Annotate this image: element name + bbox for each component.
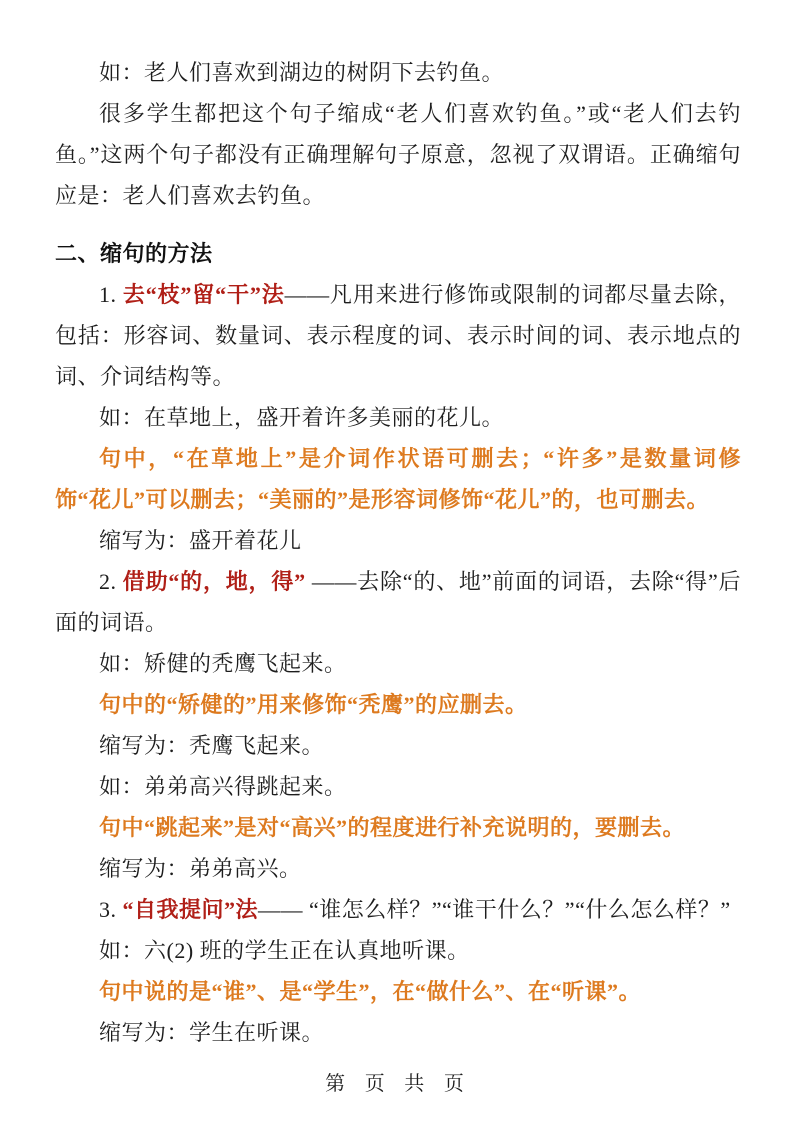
text-run-orange: 句中“跳起来”是对“高兴”的程度进行补充说明的，要删去。: [99, 815, 686, 840]
text-run: 如：六(2) 班的学生正在认真地听课。: [99, 938, 470, 963]
paragraph: [55, 93, 741, 216]
text-run: 如：在草地上，盛开着许多美丽的花儿。: [99, 405, 505, 430]
paragraph: [55, 520, 741, 561]
paragraph: [55, 561, 741, 643]
text-run: 如：老人们喜欢到湖边的树阴下去钓鱼。: [99, 60, 505, 85]
text-run: 缩写为：秃鹰飞起来。: [99, 733, 325, 758]
text-run: 1.: [99, 282, 123, 307]
page-number-text: 第 页 共 页: [325, 1073, 471, 1095]
paragraph: [55, 52, 741, 93]
text-run: 如：弟弟高兴得跳起来。: [99, 774, 347, 799]
text-run: —— “谁怎么样？”“谁干什么？”“什么怎么样？”: [258, 897, 731, 922]
text-run-red: 借助“的，地，得”: [122, 569, 306, 594]
paragraph: [55, 438, 741, 520]
text-run-orange: 句中说的是“谁”、是“学生”，在“做什么”、在“听课”。: [99, 979, 642, 1004]
text-run-orange: 句中，“在草地上”是介词作状语可删去；“许多”是数量词修饰“花儿”可以删去；“美丽的”是形容词修饰“花儿”的，也可删去。: [55, 446, 741, 512]
paragraph: [55, 725, 741, 766]
text-run: ——凡用来进行修饰或限制的词都尽量去除，包括：形容词、数量词、表示程度的词、表示时间的词、表示地点的词、介词结构等。: [55, 282, 741, 389]
text-run: 二、缩句的方法: [55, 241, 213, 266]
text-run: 缩写为：弟弟高兴。: [99, 856, 302, 881]
text-run: 缩写为：学生在听课。: [99, 1020, 325, 1045]
paragraph: [55, 930, 741, 971]
text-run: 缩写为：盛开着花儿: [99, 528, 302, 553]
paragraph: [55, 274, 741, 397]
text-run: 如：矫健的秃鹰飞起来。: [99, 651, 347, 676]
paragraph: [55, 1012, 741, 1053]
paragraph: [55, 889, 741, 930]
text-run-red: “自我提问”法: [122, 897, 259, 922]
paragraph: [55, 684, 741, 725]
paragraph: [55, 643, 741, 684]
paragraph: [55, 766, 741, 807]
paragraph: [55, 397, 741, 438]
text-run: 很多学生都把这个句子缩成“老人们喜欢钓鱼。”或“老人们去钓鱼。”这两个句子都没有正确理解句子原意，忽视了双谓语。正确缩句应是：老人们喜欢去钓鱼。: [55, 101, 741, 208]
document-body: [55, 52, 741, 1053]
section-heading: [55, 233, 741, 274]
paragraph: [55, 848, 741, 889]
text-run-red: 去“枝”留“干”法: [122, 282, 285, 307]
paragraph: [55, 971, 741, 1012]
text-run: ——去除“的、地”前面的词语，去除“得”后面的词语。: [55, 569, 741, 635]
text-run: 2.: [99, 569, 123, 594]
text-run-orange: 句中的“矫健的”用来修饰“秃鹰”的应删去。: [99, 692, 528, 717]
page-footer: [55, 1067, 741, 1096]
text-run: 3.: [99, 897, 123, 922]
paragraph: [55, 807, 741, 848]
